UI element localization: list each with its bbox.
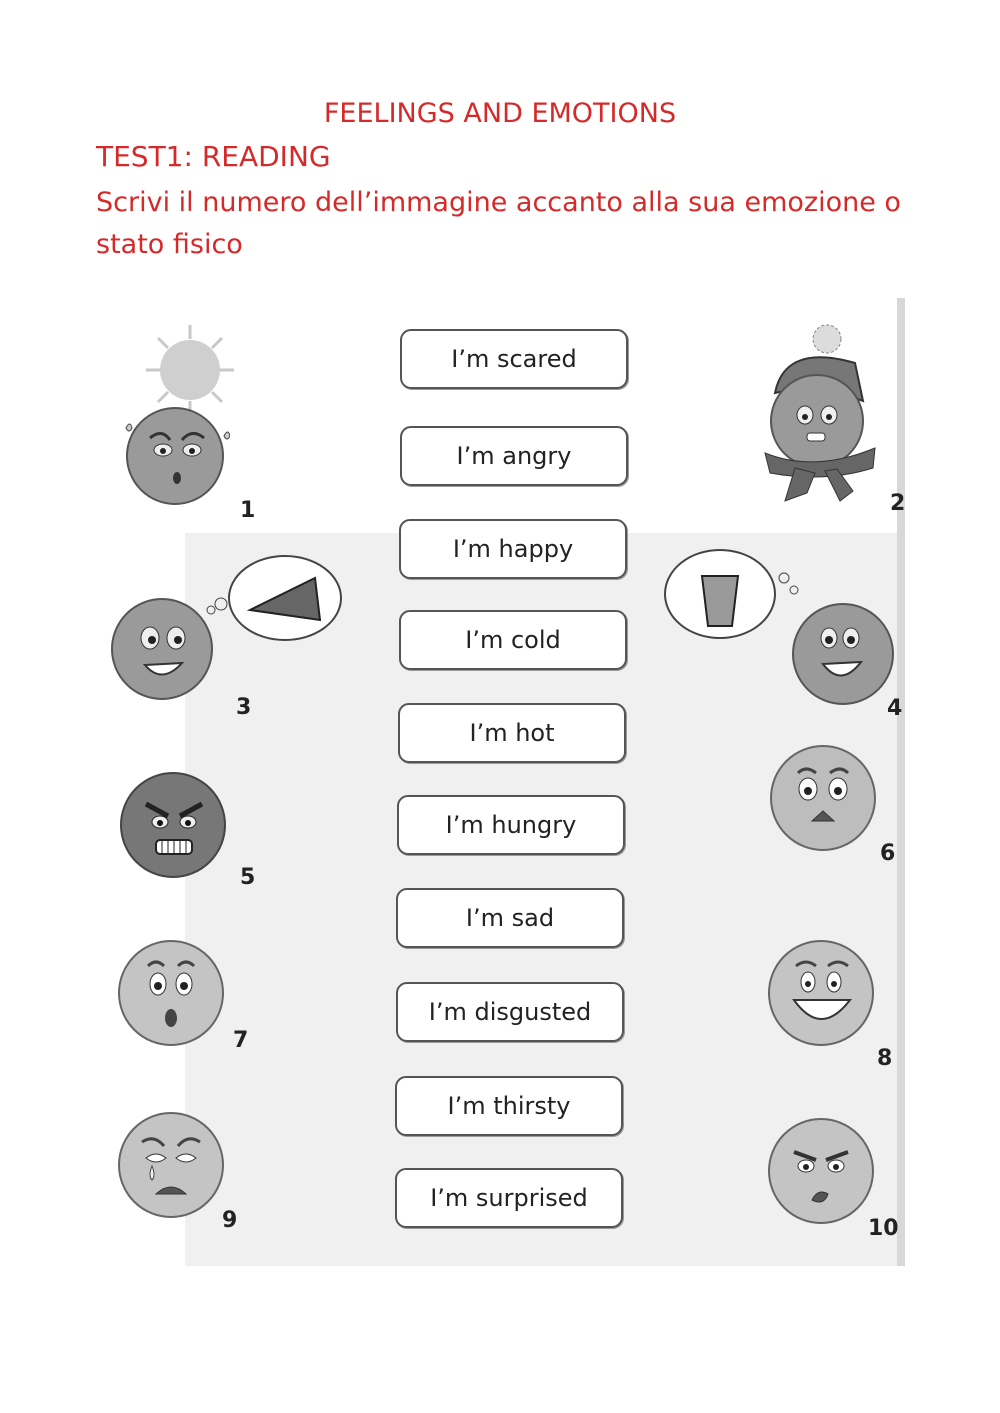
emotion-label: I’m surprised: [430, 1184, 588, 1212]
face-number: 9: [222, 1208, 238, 1233]
emotion-box-happy[interactable]: [399, 519, 627, 579]
emotion-box-surprised[interactable]: [395, 1168, 623, 1228]
emotion-label: I’m disgusted: [428, 998, 592, 1026]
cold-face-icon: [745, 323, 885, 503]
face-number: 1: [240, 498, 256, 523]
emotion-box-hungry[interactable]: [397, 795, 625, 855]
emotion-label: I’m sad: [465, 904, 555, 932]
face-number: 8: [877, 1046, 893, 1071]
surprised-face-icon: [116, 938, 226, 1048]
emotion-label: I’m thirsty: [447, 1092, 571, 1120]
sad-face-icon: [116, 1110, 226, 1220]
hot-face-icon: [120, 398, 230, 508]
emotion-box-angry[interactable]: [400, 426, 628, 486]
emotion-box-disgusted[interactable]: [396, 982, 624, 1042]
scared-face-icon: [768, 743, 878, 853]
emotion-box-scared[interactable]: [400, 329, 628, 389]
disgusted-face-icon: [766, 1116, 876, 1226]
emotion-label: I’m scared: [451, 345, 577, 373]
instruction-text: Scrivi il numero dell’immagine accanto alla sua emozione o stato fisico: [96, 187, 901, 260]
thirsty-face-icon: [785, 598, 895, 708]
emotion-label: I’m hot: [469, 719, 555, 747]
face-number: 3: [236, 695, 252, 720]
face-number: 2: [890, 491, 906, 516]
emotion-box-thirsty[interactable]: [395, 1076, 623, 1136]
emotion-label: I’m happy: [452, 535, 574, 563]
water-thought-bubble-icon: [660, 544, 800, 644]
happy-face-icon: [766, 938, 876, 1048]
hungry-face-icon: [110, 593, 220, 703]
emotion-label: I’m hungry: [445, 811, 577, 839]
face-number: 6: [880, 841, 896, 866]
angry-face-icon: [118, 770, 228, 880]
panel-edge: [897, 298, 905, 1266]
emotion-label: I’m cold: [465, 626, 561, 654]
face-number: 4: [887, 696, 903, 721]
emotion-box-cold[interactable]: [399, 610, 627, 670]
page-title: FEELINGS AND EMOTIONS: [323, 98, 677, 129]
emotion-label: I’m angry: [456, 442, 572, 470]
exercise-panel: [100, 298, 905, 1266]
pie-thought-bubble-icon: [205, 548, 355, 648]
test-heading: TEST1: READING: [96, 140, 331, 173]
face-number: 7: [233, 1028, 249, 1053]
face-number: 5: [240, 865, 256, 890]
emotion-box-sad[interactable]: [396, 888, 624, 948]
emotion-box-hot[interactable]: [398, 703, 626, 763]
face-number: 10: [868, 1216, 899, 1241]
